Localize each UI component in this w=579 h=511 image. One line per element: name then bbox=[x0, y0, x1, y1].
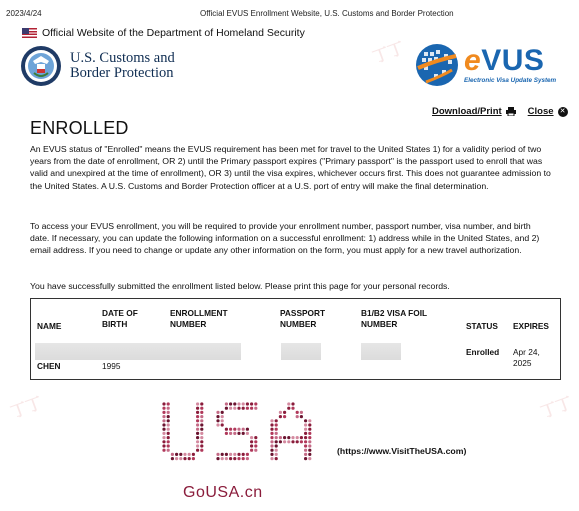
evus-wordmark: eVUS bbox=[464, 44, 545, 77]
col-header-enrollment-number: ENROLLMENT NUMBER bbox=[170, 308, 228, 329]
close-icon: ✕ bbox=[558, 107, 568, 117]
page-title: ENROLLED bbox=[30, 118, 129, 138]
print-page-title: Official EVUS Enrollment Website, U.S. Customs and Border Protection bbox=[200, 9, 454, 18]
us-flag-icon bbox=[22, 28, 37, 38]
print-header bbox=[0, 0, 579, 18]
print-date: 2023/4/24 bbox=[6, 9, 42, 18]
col-header-status: STATUS bbox=[466, 321, 498, 331]
gov-banner-text: Official Website of the Department of Homeland Security bbox=[42, 27, 305, 39]
redacted-passport-number bbox=[281, 343, 321, 360]
submission-confirmation: You have successfully submitted the enrollment listed below. Please print this page for your personal records. bbox=[30, 281, 450, 291]
col-header-expires: EXPIRES bbox=[513, 321, 549, 331]
gousa-wordmark: GoUSA.cn bbox=[183, 484, 263, 501]
visit-the-usa-link[interactable]: (https://www.VisitTheUSA.com) bbox=[337, 446, 467, 456]
col-header-name: NAME bbox=[37, 321, 62, 331]
gov-banner bbox=[22, 27, 305, 39]
cbp-logo[interactable] bbox=[20, 45, 175, 87]
cell-name: CHEN bbox=[37, 361, 61, 371]
printer-icon bbox=[506, 107, 516, 116]
globe-icon bbox=[414, 42, 460, 88]
watermark: 丁丁 bbox=[538, 394, 575, 422]
redacted-enrollment-number bbox=[161, 343, 241, 360]
redacted-visa-foil-number bbox=[361, 343, 401, 360]
dhs-seal-icon bbox=[20, 45, 62, 87]
download-print-link[interactable]: Download/Print bbox=[432, 106, 516, 117]
cell-status: Enrolled bbox=[466, 347, 500, 357]
usa-dotted-logo bbox=[158, 398, 328, 478]
access-enrollment-info: To access your EVUS enrollment, you will be required to provide your enrollment number, passport number, visa number, and birth date. If necessary, you can update the following information on a successful enrollment: 1) address while in the United States, and 2) email address. If you need to change or update any other information on the form, you must apply for a new travel authorization. bbox=[30, 221, 540, 256]
page-actions bbox=[432, 106, 568, 117]
col-header-passport-number: PASSPORT NUMBER bbox=[280, 308, 326, 329]
redacted-name bbox=[35, 343, 81, 360]
watermark: 丁丁 bbox=[370, 39, 407, 67]
cbp-wordmark: U.S. Customs and Border Protection bbox=[70, 50, 175, 81]
evus-tagline: Electronic Visa Update System bbox=[464, 77, 557, 84]
enrolled-status-explanation: An EVUS status of "Enrolled" means the EVUS requirement has been met for travel to the United States 1) for a validity period of two years from the date of enrollment, OR 2) until the Primary passport expires ("Primary passport" is the passport used to enroll that was valid and unexpired at the time of enrollment), OR 3) until the visa expires, whichever occurs first. This does not guarantee admission to the United States. A U.S. Customs and Border Protection officer at a U.S. port of entry will make the final determination. bbox=[30, 144, 551, 191]
watermark: 丁丁 bbox=[8, 394, 45, 422]
evus-logo[interactable] bbox=[414, 42, 556, 88]
col-header-visa-foil-number: B1/B2 VISA FOIL NUMBER bbox=[361, 308, 428, 329]
cell-expires: Apr 24, 2025 bbox=[513, 347, 540, 368]
close-link[interactable]: Close ✕ bbox=[528, 106, 568, 117]
col-header-dob: DATE OF BIRTH bbox=[102, 308, 138, 329]
enrollment-table bbox=[30, 298, 561, 380]
cell-dob-year: 1995 bbox=[102, 361, 121, 371]
redacted-dob bbox=[81, 343, 161, 360]
